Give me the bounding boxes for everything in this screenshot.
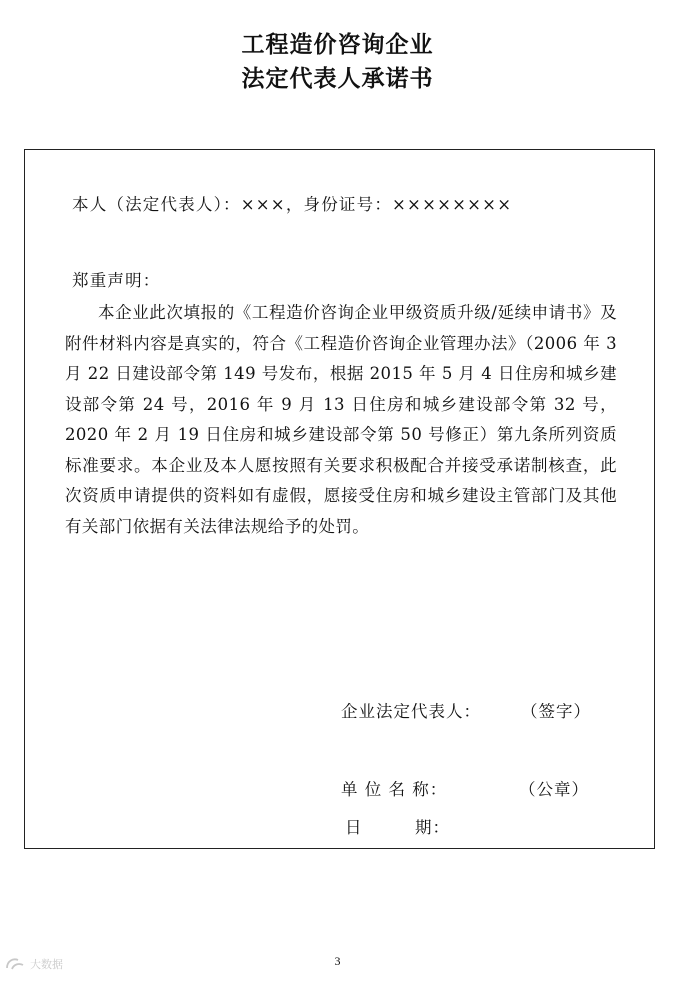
watermark-text: 大数据 xyxy=(30,958,63,971)
legal-rep-label: 企业法定代表人： xyxy=(341,702,481,721)
unit-seal: （公章） xyxy=(519,780,589,799)
declarant-line: 本人（法定代表人）：×××，身份证号：×××××××× xyxy=(72,195,513,214)
date-label: 日 期： xyxy=(345,818,450,837)
solemn-statement: 郑重声明： xyxy=(72,271,161,290)
document-title-line-2: 法定代表人承诺书 xyxy=(241,66,434,92)
watermark xyxy=(4,956,63,972)
page-number: 3 xyxy=(334,954,341,968)
unit-name-label: 单 位 名 称： xyxy=(341,780,448,799)
commitment-box xyxy=(24,149,655,849)
watermark-logo-icon xyxy=(4,956,26,972)
document-title-line-1: 工程造价咨询企业 xyxy=(241,32,434,58)
legal-rep-signature: （签字） xyxy=(521,702,591,721)
commitment-paragraph: 本企业此次填报的《工程造价咨询企业甲级资质升级/延续申请书》及附件材料内容是真实的，符合《工程造价咨询企业管理办法》（2006 年 3 月 22 日建设部令第 149 号发布，根据 2015 年 5 月 4 日住房和城乡建设部令第 24 号，2016 年 9 月 13 日住房和城乡建设部令第 32 号，2020 年 2 月 19 日住房和城乡建设部令第 50 号修正）第九条所列资质标准要求。本企业及本人愿按照有关要求积极配合并接受承诺制核查，此次资质申请提供的资料如有虚假，愿接受住房和城乡建设主管部门及其他有关部门依据有关法律法规给予的处罚。 xyxy=(65,303,617,536)
